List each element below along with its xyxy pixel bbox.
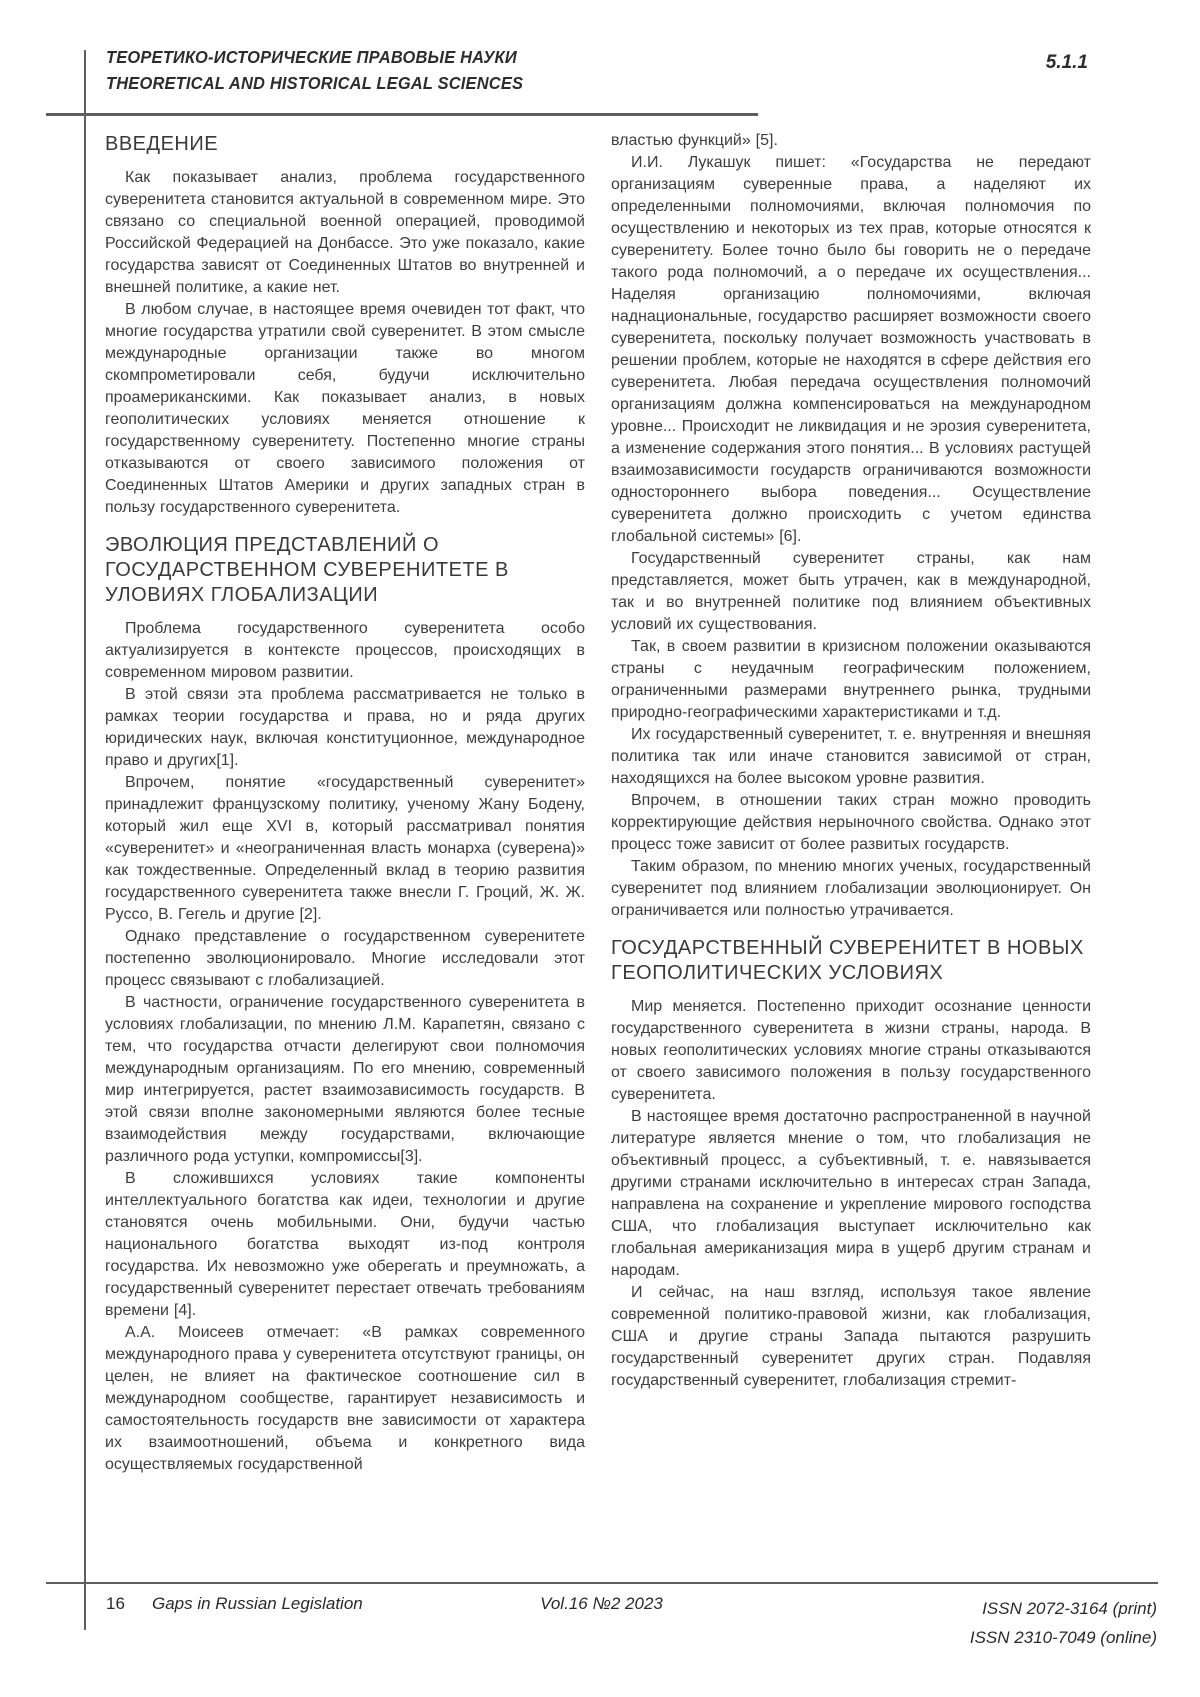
paragraph: И.И. Лукашук пишет: «Государства не передают организациям суверенные права, а наделяют их определенными полномочиями, включая полномочия по осуществлению и некоторых из тех прав, которые относятся к суверенитету. Более точно было бы говорить не о передаче такого рода полномочий, а о передаче их осуществления... Наделяя организацию полномочиями, включая наднациональные, государство расширяет возможности своего суверенитета, поскольку получает возможность участвовать в решении проблем, которые не находятся в сфере действия его суверенитета. Любая передача осуществления полномочий организациям должна компенсироваться на международном уровне... Происходит не ликвидация и не эрозия суверенитета, а изменение содержания этого понятия... В условиях растущей взаимозависимости государств ограничиваются возможности одностороннего выбора поведения... Осуществление суверенитета должно происходить с учетом единства глобальной системы» [6]. [611, 154, 1091, 545]
left-margin-rule [84, 50, 86, 1630]
header-divider-rule [46, 113, 758, 116]
paragraph: В настоящее время достаточно распространенной в научной литературе является мнение о том, что глобализация не объективный процесс, а субъективный, т. е. навязывается другими странами исключительно в интересах стран Запада, направлена на сохранение и укрепление мирового господства США, что глобализация выступает исключительно как глобальная американизация мира в ущерб другим странам и народам. [611, 1108, 1091, 1279]
page-number: 16 [106, 1594, 125, 1613]
paragraph: В частности, ограничение государственного суверенитета в условиях глобализации, по мнению Л.М. Карапетян, связано с тем, что государства отчасти делегируют свои полномочия международным организациям. По его мнению, современный мир интегрируется, растет взаимозависимость государств. В этой связи вполне закономерными являются более тесные взаимодействия между государствами, включающие различного рода уступки, компромиссы[3]. [105, 994, 585, 1165]
paragraph: Мир меняется. Постепенно приходит осознание ценности государственного суверенитета в жизни страны, народа. В новых геополитических условиях многие страны отказываются от своего зависимого положения в пользу государственного суверенитета. [611, 998, 1091, 1103]
paragraph: Впрочем, понятие «государственный суверенитет» принадлежит французскому политику, ученому Жану Бодену, который жил еще XVI в, который рассматривал понятия «суверенитет» и «неограниченная власть монарха (суверена)» как тождественные. Определенный вклад в теорию развития государственного суверенитета также внесли Г. Гроций, Ж. Ж. Руссо, В. Гегель и другие [2]. [105, 774, 585, 923]
section-heading: ЭВОЛЮЦИЯ ПРЕДСТАВЛЕНИЙ О ГОСУДАРСТВЕННОМ СУВЕРЕНИТЕТЕ В УЛОВИЯХ ГЛОБАЛИЗАЦИИ [105, 534, 509, 606]
paragraph: Впрочем, в отношении таких стран можно проводить корректирующие действия нерыночного свойства. Однако этот процесс тоже зависит от более развитых государств. [611, 792, 1091, 853]
paragraph: Государственный суверенитет страны, как нам представляется, может быть утрачен, как в международной, так и во внутренней политике под влиянием объективных условий их существования. [611, 550, 1091, 633]
running-head-russian: ТЕОРЕТИКО-ИСТОРИЧЕСКИЕ ПРАВОВЫЕ НАУКИ [106, 47, 517, 67]
section-heading: ВВЕДЕНИЕ [105, 133, 219, 155]
paragraph: Проблема государственного суверенитета особо актуализируется в контексте процессов, происходящих в современном мировом развитии. [105, 620, 585, 681]
issn-block [970, 1594, 1157, 1652]
paragraph: В любом случае, в настоящее время очевиден тот факт, что многие государства утратили свой суверенитет. В этом смысле международные организации также во многом скомпрометировали себя, будучи исключительно проамериканскими. Как показывает анализ, в новых геополитических условиях меняется отношение к государственному суверенитету. Постепенно многие страны отказываются от своего зависимого положения от Соединенных Штатов Америки и других западных стран в пользу государственного суверенитета. [105, 301, 585, 516]
paragraph: Как показывает анализ, проблема государственного суверенитета становится актуальной в современном мире. Это связано со специальной военной операцией, проводимой Российской Федерацией на Донбассе. Это уже показало, какие государства зависят от Соединенных Штатов во внутренней и внешней политике, а какие нет. [105, 169, 585, 296]
section-heading: ГОСУДАРСТВЕННЫЙ СУВЕРЕНИТЕТ В НОВЫХ ГЕОПОЛИТИЧЕСКИХ УСЛОВИЯХ [611, 937, 1084, 984]
issue-info: Vol.16 №2 2023 [540, 1594, 663, 1613]
journal-title: Gaps in Russian Legislation [152, 1594, 363, 1613]
paragraph: Их государственный суверенитет, т. е. внутренняя и внешняя политика так или иначе становится зависимой от стран, находящихся на более высоком уровне развития. [611, 726, 1091, 787]
paragraph: А.А. Моисеев отмечает: «В рамках современного международного права у суверенитета отсутствуют границы, он целен, не влияет на фактическое соотношение сил в международном сообществе, гарантирует независимость и самостоятельность государств вне зависимости от характера их взаимоотношений, объема и конкретного вида осуществляемых государственной [105, 1324, 585, 1473]
paragraph: В этой связи эта проблема рассматривается не только в рамках теории государства и права, но и ряда других юридических наук, включая конституционное, международное право и других[1]. [105, 686, 585, 769]
paragraph: И сейчас, на наш взгляд, используя такое явление современной политико-правовой жизни, как глобализация, США и другие страны Запада пытаются разрушить государственный суверенитет других стран. Подавляя государственный суверенитет, глобализация стремит- [611, 1284, 1091, 1389]
paragraph: Однако представление о государственном суверенитете постепенно эволюционировало. Многие исследовали этот процесс связывают с глобализацией. [105, 928, 585, 989]
footer-divider-rule [46, 1582, 1158, 1584]
specialty-code: 5.1.1 [1045, 52, 1088, 73]
running-head [106, 44, 523, 96]
paragraph: Таким образом, по мнению многих ученых, государственный суверенитет под влиянием глобализации эволюционирует. Он ограничивается или полностью утрачивается. [611, 858, 1091, 919]
article-body [105, 130, 1091, 1578]
paragraph: В сложившихся условиях такие компоненты интеллектуального богатства как идеи, технологии и другие становятся очень мобильными. Они, будучи частью национального богатства выходят из-под контроля государства. Их невозможно уже оберегать и преумножать, а государственный суверенитет перестает отвечать требованиям времени [4]. [105, 1170, 585, 1319]
issn-print: ISSN 2072-3164 (print) [982, 1599, 1157, 1618]
running-head-english: THEORETICAL AND HISTORICAL LEGAL SCIENCES [106, 73, 524, 93]
right-column [611, 130, 1091, 1578]
paragraph: властью функций» [5]. [611, 132, 778, 149]
issn-online: ISSN 2310-7049 (online) [969, 1628, 1157, 1647]
paragraph: Так, в своем развитии в кризисном положении оказываются страны с неудачным географическим положением, ограниченными размерами внутреннего рынка, трудными природно-географическими характеристиками и т.д. [611, 638, 1091, 721]
left-column [105, 130, 585, 1578]
page-footer [46, 1594, 1157, 1664]
